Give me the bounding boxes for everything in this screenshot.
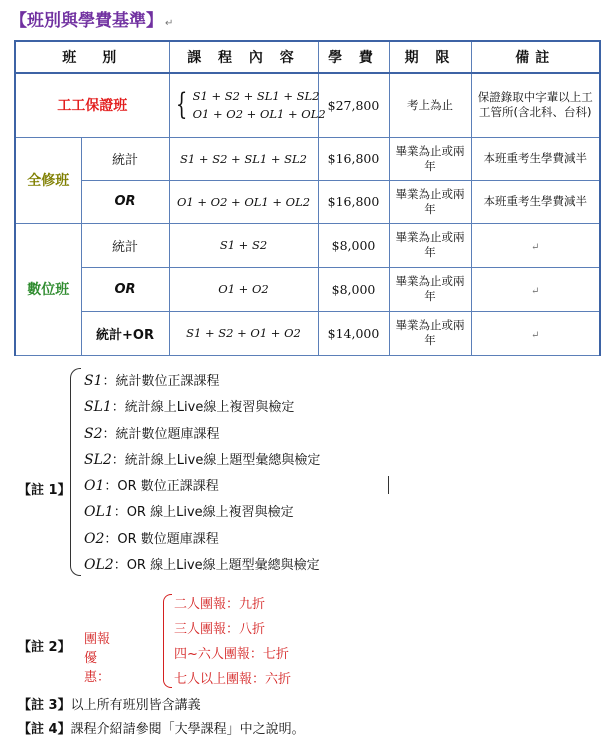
header-class: 班 別	[15, 41, 169, 73]
formula: S1 + S2 + O1 + O2	[169, 311, 318, 355]
formula: O1 + O2	[169, 267, 318, 311]
list-item: 七人以上團報：六折	[174, 672, 292, 687]
header-content: 課 程 內 容	[169, 41, 318, 73]
period: 畢業為止或兩年	[389, 180, 471, 223]
table-header-row	[15, 41, 600, 73]
header-fee: 學 費	[318, 41, 389, 73]
sub-class: 統計	[81, 223, 169, 267]
remark-empty	[471, 267, 600, 311]
list-item: SL1：統計線上Live線上複習與檢定	[84, 399, 295, 416]
remark-empty	[471, 311, 600, 355]
list-item: OL2：OR 線上Live線上題型彙總與檢定	[84, 557, 320, 574]
fee-table	[14, 40, 601, 356]
fee-guaranteed: $27,800	[318, 73, 389, 137]
sub-class: 統計	[81, 137, 169, 180]
note1-list	[84, 368, 320, 578]
table-row	[15, 267, 600, 311]
page-title: 【班別與學費基準】 ↵	[10, 11, 174, 31]
header-period: 期 限	[389, 41, 471, 73]
period-guaranteed: 考上為止	[389, 73, 471, 137]
period: 畢業為止或兩年	[389, 267, 471, 311]
remark: 本班重考生學費減半	[471, 137, 600, 180]
class-digital: 數位班	[15, 223, 81, 355]
group-discount-label: 團報優惠：	[84, 632, 111, 685]
remark-empty	[471, 223, 600, 267]
list-item: O2：OR 數位題庫課程	[84, 530, 219, 547]
list-item: 二人團報：九折	[174, 597, 266, 612]
note3: 【註 3】以上所有班別皆含講義	[18, 698, 201, 713]
note4: 【註 4】課程介紹請參閱「大學課程」中之說明。	[18, 722, 305, 737]
table-row	[15, 137, 600, 180]
text-cursor	[388, 476, 389, 494]
brace-icon	[70, 368, 81, 576]
sub-class: OR	[81, 267, 169, 311]
fee: $16,800	[318, 180, 389, 223]
cell-mark-icon: ↵	[531, 241, 540, 253]
fee: $14,000	[318, 311, 389, 355]
formula: S1 + S2 + SL1 + SL2	[169, 137, 318, 180]
fee: $16,800	[318, 137, 389, 180]
formula: O1 + O2 + OL1 + OL2	[169, 180, 318, 223]
period: 畢業為止或兩年	[389, 137, 471, 180]
brace-icon: {	[175, 87, 187, 123]
brace-icon	[163, 594, 172, 688]
fee: $8,000	[318, 267, 389, 311]
sub-class: OR	[81, 180, 169, 223]
table-row	[15, 311, 600, 355]
sub-class: 統計+OR	[81, 311, 169, 355]
list-item: O1：OR 數位正課課程	[84, 478, 219, 495]
list-item: OL1：OR 線上Live線上複習與檢定	[84, 504, 294, 521]
formula: { S1 + S2 + SL1 + SL2 O1 + O2 + OL1 + OL2	[175, 87, 326, 123]
pilcrow-icon: ↵	[165, 18, 174, 29]
list-item: S2：統計數位題庫課程	[84, 425, 220, 442]
fee: $8,000	[318, 223, 389, 267]
formula: S1 + S2	[169, 223, 318, 267]
table-row	[15, 180, 600, 223]
class-full: 全修班	[15, 137, 81, 223]
list-item: S1：統計數位正課課程	[84, 373, 220, 389]
note2-tag: 【註 2】	[18, 640, 71, 655]
list-item: SL2：統計線上Live線上題型彙總與檢定	[84, 451, 321, 468]
period: 畢業為止或兩年	[389, 311, 471, 355]
remark-guaranteed: 保證錄取中字輩以上工工管所(含北科、台科)	[471, 73, 600, 137]
header-remark: 備註	[471, 41, 600, 73]
list-item: 四~六人團報：七折	[174, 647, 289, 662]
content-guaranteed	[169, 73, 326, 137]
table-row	[15, 223, 600, 267]
note2-list	[174, 592, 291, 692]
remark: 本班重考生學費減半	[471, 180, 600, 223]
note1-tag: 【註 1】	[18, 483, 71, 498]
cell-mark-icon: ↵	[531, 329, 540, 341]
class-guaranteed: 工工保證班	[15, 73, 169, 137]
table-row	[15, 73, 600, 137]
cell-mark-icon: ↵	[531, 285, 540, 297]
list-item: 三人團報：八折	[174, 622, 266, 637]
period: 畢業為止或兩年	[389, 223, 471, 267]
